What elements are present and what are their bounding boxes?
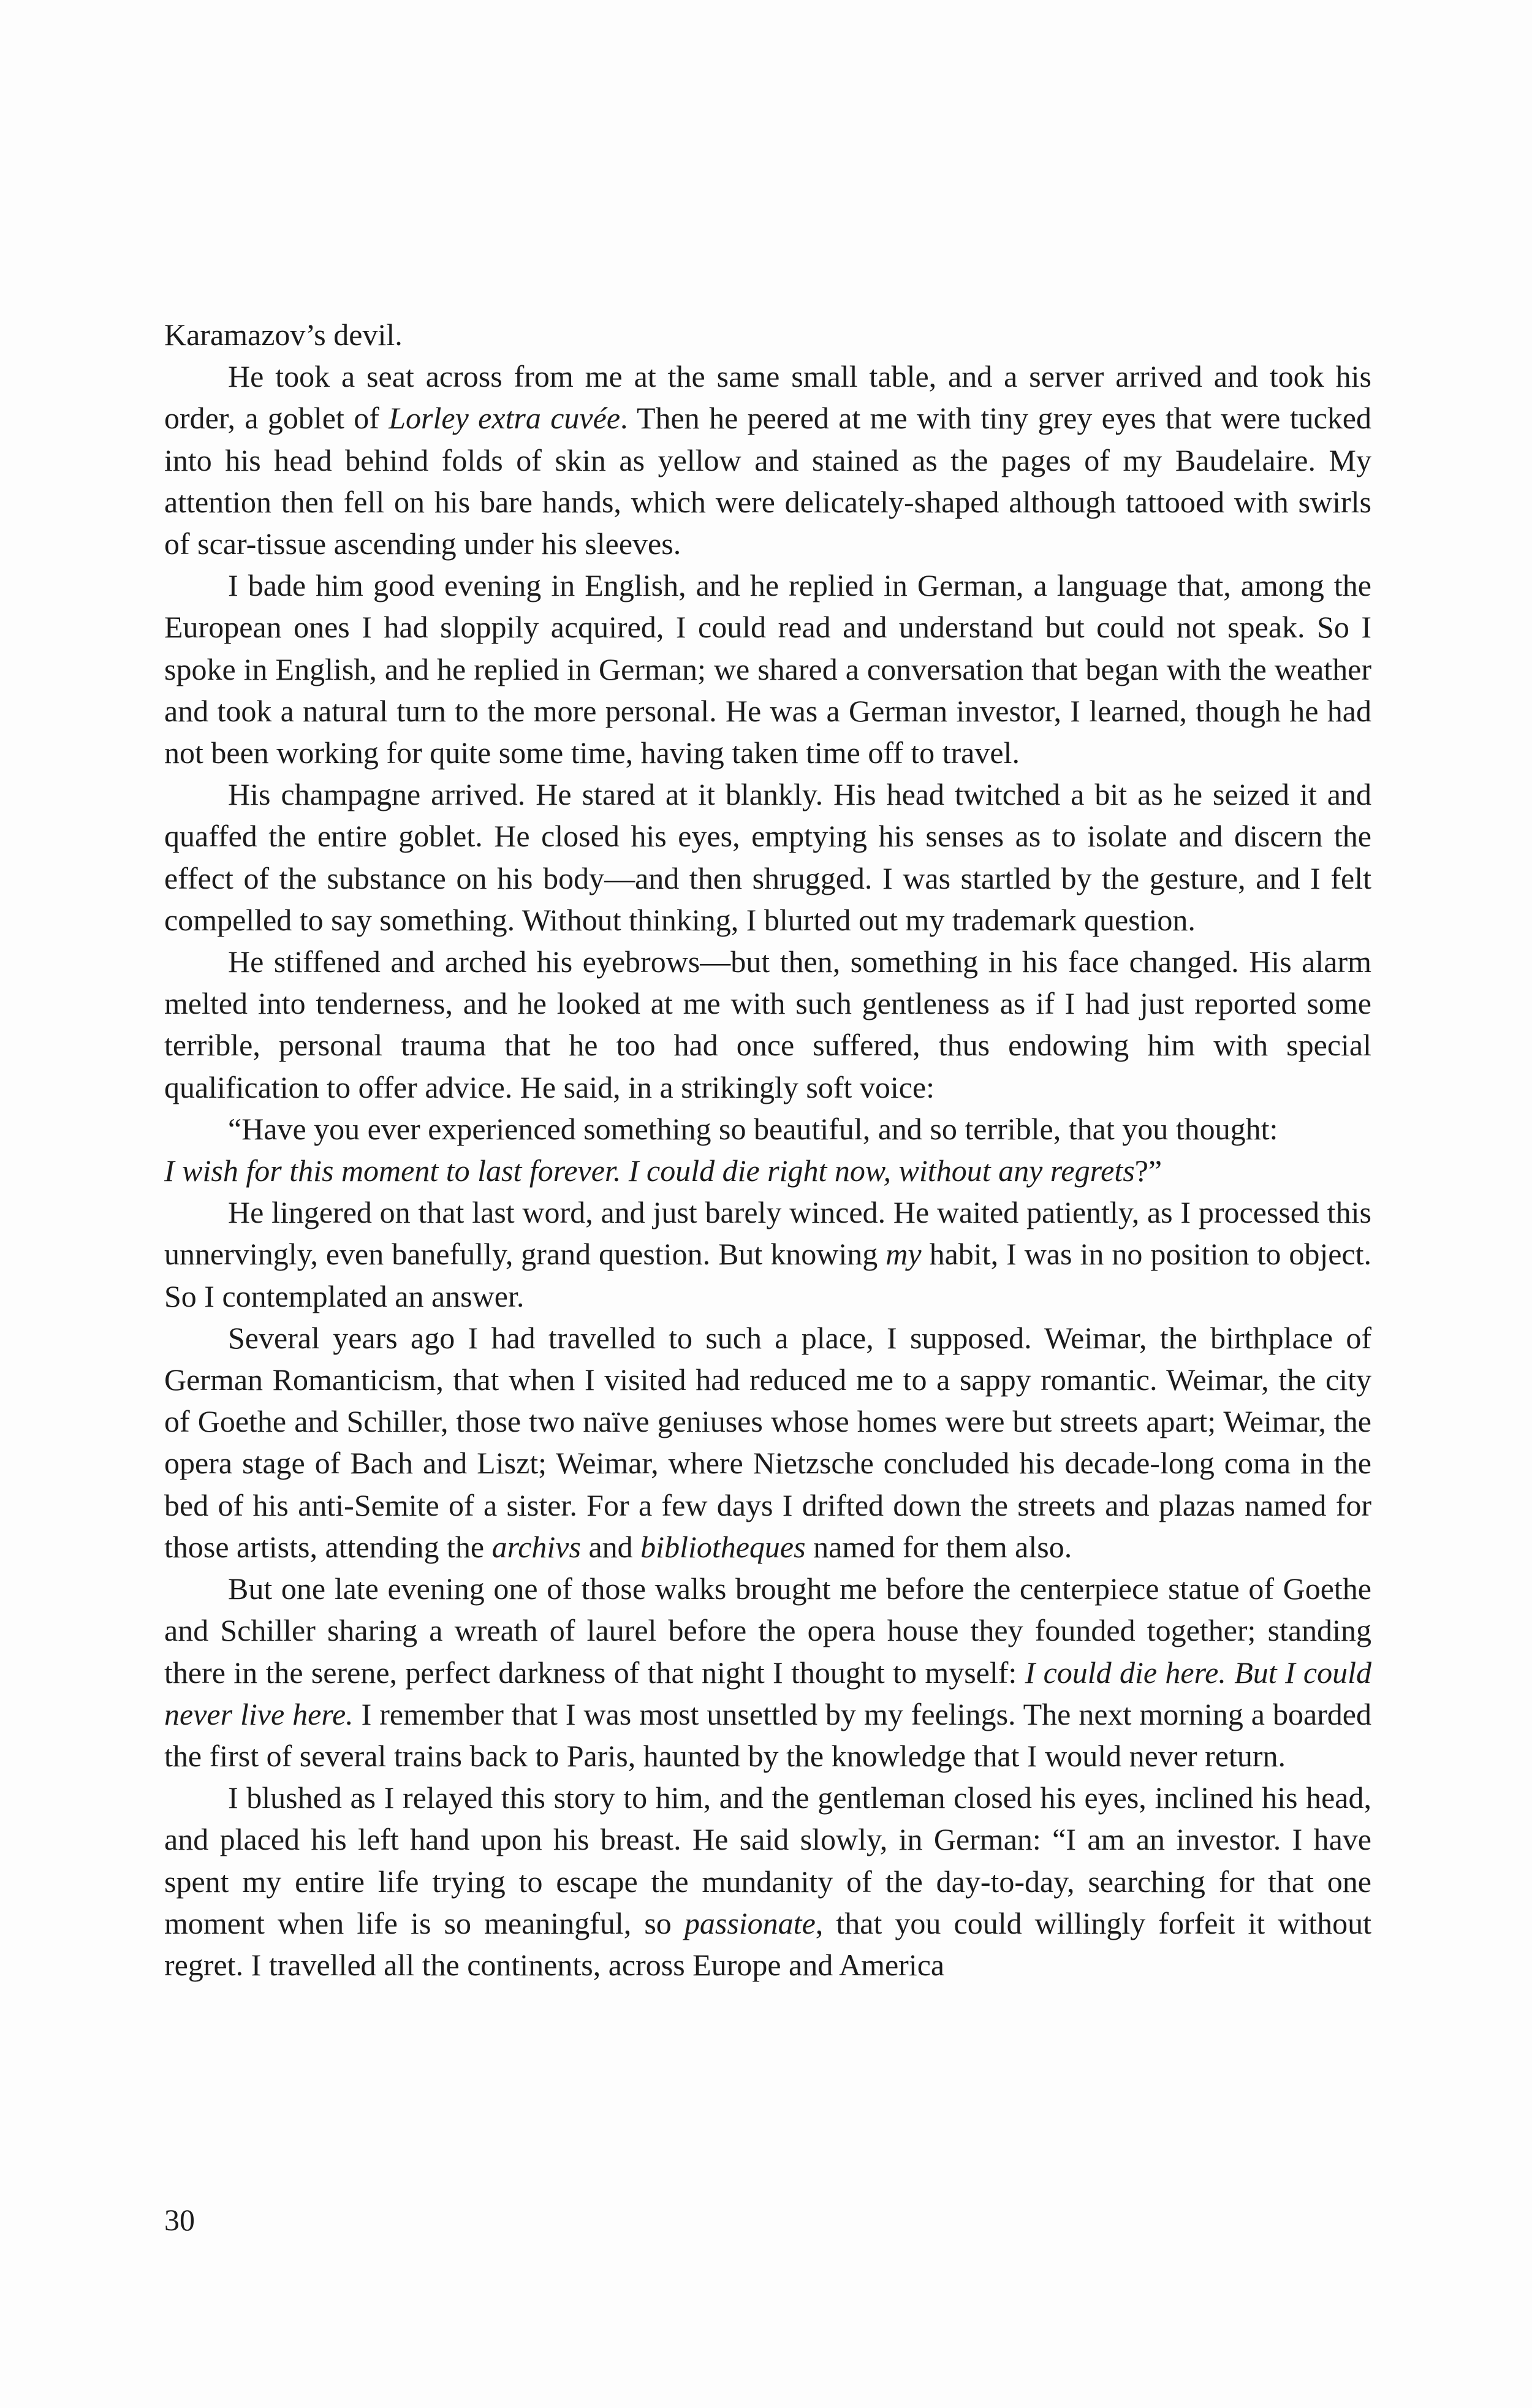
text-run: I remember that I was most unsettled by my feelings. The next morning a boarded the first of several trains back to Paris, haunted by the knowledge that I would never return.	[164, 1696, 1371, 1773]
page-number: 30	[164, 2203, 195, 2237]
text-run: . Then he peered at me with tiny grey eyes that were tucked into his head behind folds of skin as yellow and stained as the pages of my Baudelaire. My attention then fell on his bare hands, which were delicately-shaped although tattooed with swirls of scar-tissue ascending under his sleeves.	[164, 401, 1371, 561]
quoted-question-continued	[164, 1150, 1371, 1191]
paragraph	[164, 1317, 1371, 1568]
text-run: He stiffened and arched his eyebrows—but then, something in his face changed. His alarm melted into tenderness, and he looked at me with such gentleness as if I had just reported some terrible, personal trauma that he too had once suffered, thus endowing him with special qualification to offer advice. He said, in a strikingly soft voice:	[164, 944, 1371, 1104]
italic-text: Lorley extra cuvée	[389, 401, 621, 436]
text-run: , that you could willingly forfeit it without regret. I travelled all the continents, across Europe and America	[164, 1905, 1371, 1982]
text-run: He took a seat across from me at the same small table, and a server arrived and took his order, a goblet of	[164, 359, 1371, 436]
text-run: His champagne arrived. He stared at it blankly. His head twitched a bit as he seized it and quaffed the entire goblet. He closed his eyes, emptying his senses as to isolate and discern the effect of the substance on his body—and then shrugged. I was startled by the gesture, and I felt compelled to say something. Without thinking, I blurted out my trademark question.	[164, 777, 1371, 937]
paragraph	[164, 1777, 1371, 1986]
text-run: and	[580, 1529, 641, 1564]
paragraph	[164, 564, 1371, 773]
paragraph	[164, 773, 1371, 941]
body-text	[164, 314, 1371, 1986]
text-run: I bade him good evening in English, and he replied in German, a language that, among the European ones I had sloppily acquired, I could read and understand but could not speak. So I spoke in English, and he replied in German; we shared a conversation that began with the weather and took a natural turn to the more personal. He was a German investor, I learned, though he had not been working for quite some time, having taken time off to travel.	[164, 568, 1371, 770]
text-run: “Have you ever experienced something so beautiful, and so terrible, that you thought:	[228, 1111, 1278, 1146]
text-run: ?”	[1134, 1153, 1162, 1188]
paragraph	[164, 1568, 1371, 1777]
italic-text: passionate	[684, 1905, 816, 1940]
italic-text: archivs	[491, 1529, 581, 1564]
italic-text: I wish for this moment to last forever. I could die right now, without any regrets	[164, 1153, 1135, 1188]
text-run: I blushed as I relayed this story to him, and the gentleman closed his eyes, inclined his head, and placed his left hand upon his breast. He said slowly, in German: “I am an investor. I have spent my entire life trying to escape the mundanity of the day-to-day, searching for that one moment when life is so meaningful, so	[164, 1780, 1371, 1940]
paragraph	[164, 1191, 1371, 1317]
paragraph-continuation	[164, 314, 1371, 355]
paragraph	[164, 355, 1371, 564]
text-run: named for them also.	[805, 1529, 1072, 1564]
text-run: Several years ago I had travelled to such a place, I supposed. Weimar, the birthplace of German Romanticism, that when I visited had reduced me to a sappy romantic. Weimar, the city of Goethe and Schiller, those two naïve geniuses whose homes were but streets apart; Weimar, the opera stage of Bach and Liszt; Weimar, where Nietzsche concluded his decade-long coma in the bed of his anti-Semite of a sister. For a few days I drifted down the streets and plazas named for those artists, attending the	[164, 1320, 1371, 1564]
paragraph	[164, 941, 1371, 1108]
italic-text: I could die here. But I could never live here.	[164, 1655, 1371, 1731]
quoted-question	[164, 1108, 1371, 1150]
text-run: He lingered on that last word, and just barely winced. He waited patiently, as I processed this unnervingly, even banefully, grand question. But knowing	[164, 1195, 1371, 1272]
italic-text: bibliotheques	[640, 1529, 806, 1564]
italic-text: my	[885, 1237, 922, 1272]
text-run: habit, I was in no position to object. So I contemplated an answer.	[164, 1237, 1372, 1313]
text-run: But one late evening one of those walks brought me before the centerpiece statue of Goethe and Schiller sharing a wreath of laurel before the opera house they founded together; standing there in the serene, perfect darkness of that night I thought to myself:	[164, 1571, 1371, 1690]
text-run: Karamazov’s devil.	[164, 317, 403, 352]
